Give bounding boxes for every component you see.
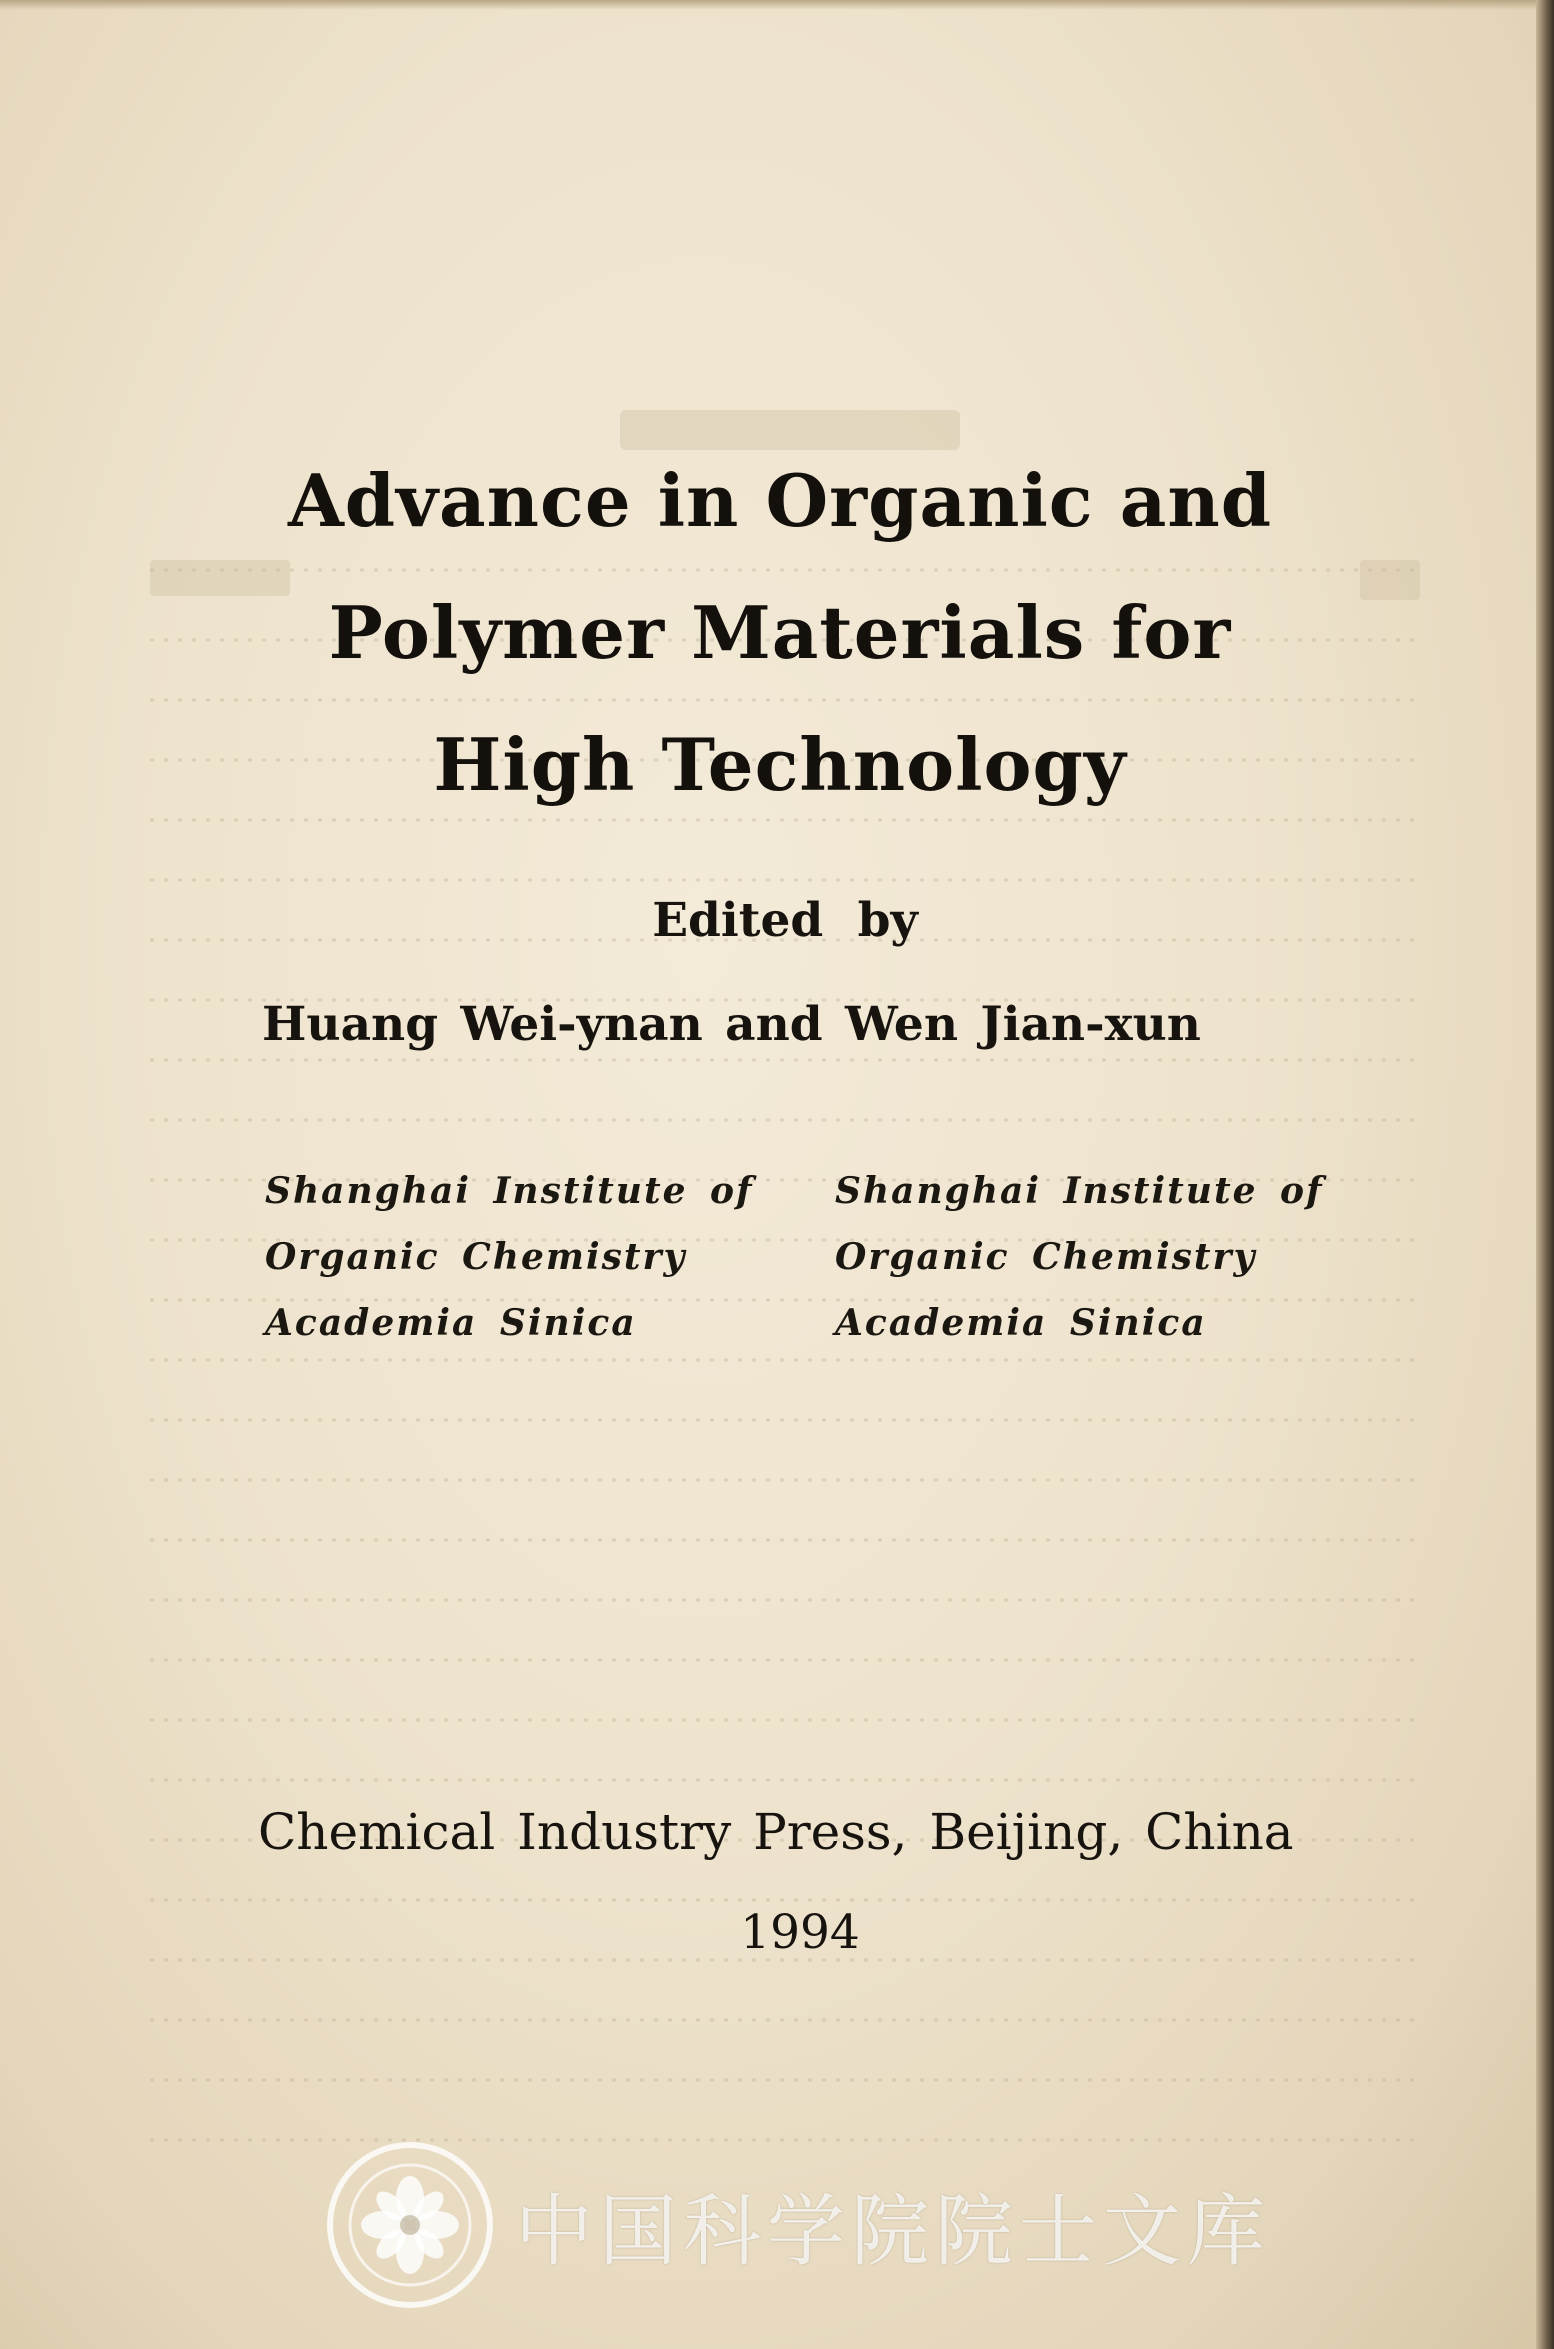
affiliation-left [265,1158,754,1356]
publication-year: 1994 [740,1905,860,1960]
edited-by-label: Edited by [652,893,918,948]
publisher-line: Chemical Industry Press, Beijing, China [258,1803,1294,1861]
affiliation-left-line-3: Academia Sinica [265,1302,637,1344]
library-watermark [325,2135,1271,2315]
title-line-2: Polymer Materials for [328,590,1232,675]
affiliation-right-line-2: Organic Chemistry [835,1236,1257,1278]
title-line-3: High Technology [433,722,1127,807]
affiliation-left-line-2: Organic Chemistry [265,1236,687,1278]
scan-right-edge [1536,0,1554,2349]
affiliation-right [835,1158,1324,1356]
affiliation-left-line-1: Shanghai Institute of [265,1170,754,1212]
watermark-text: 中国科学院院士文库 [515,2187,1272,2277]
affiliation-right-line-1: Shanghai Institute of [835,1170,1324,1212]
affiliation-right-line-3: Academia Sinica [835,1302,1207,1344]
academy-seal-icon [325,2140,495,2310]
title-line-1: Advance in Organic and [287,458,1273,543]
book-title [180,435,1380,831]
editors-names: Huang Wei-ynan and Wen Jian-xun [262,997,1201,1052]
scan-top-edge [0,0,1554,10]
